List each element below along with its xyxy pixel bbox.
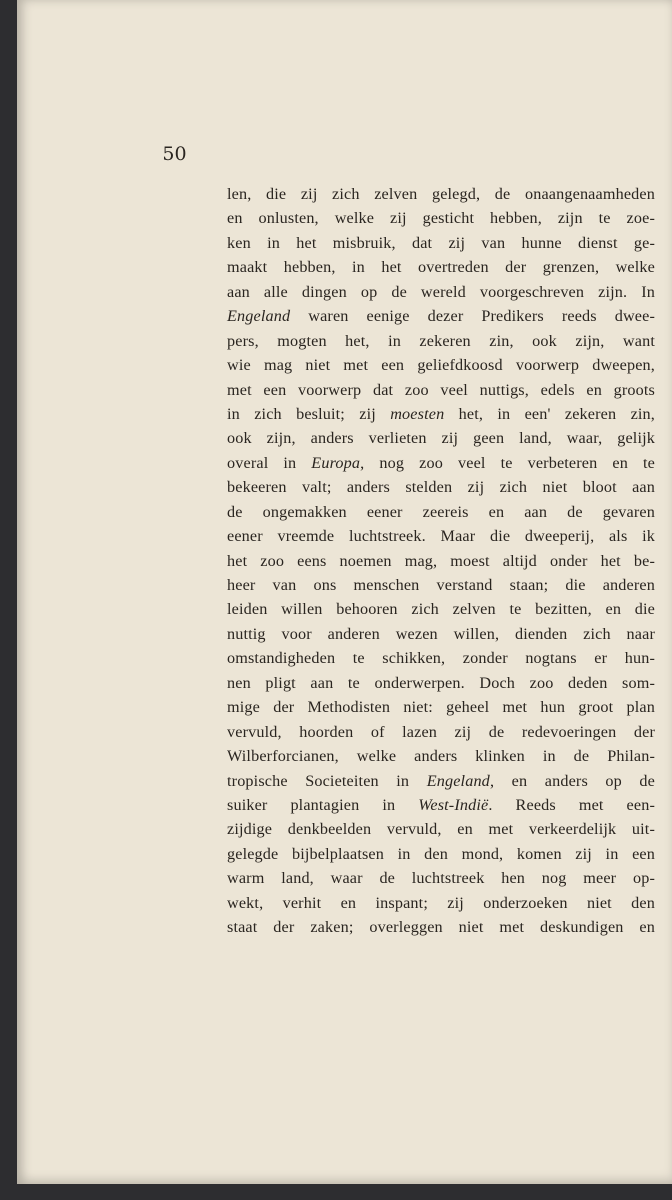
text-line <box>227 500 655 524</box>
italic-text: moesten <box>390 404 445 423</box>
text-line <box>227 769 655 793</box>
text-run: pers, mogten het, in zekeren zin, ook zijn, want <box>227 331 655 350</box>
text-run: warm land, waar de luchtstreek hen nog meer op- <box>227 869 655 888</box>
text-line <box>227 646 655 670</box>
text-run: de ongemakken eener zeereis en aan de gevaren <box>227 502 655 521</box>
text-run: en onlusten, welke zij gesticht hebben, zijn te zoe- <box>227 209 655 228</box>
text-run: maakt hebben, in het overtreden der grenzen, welke <box>227 258 655 277</box>
text-run: aan alle dingen op de wereld voorgeschreven zijn. In <box>227 282 655 301</box>
text-line <box>227 524 655 548</box>
text-line <box>227 402 655 426</box>
text-line <box>227 842 655 866</box>
text-run: ook zijn, anders verlieten zij geen land, waar, gelijk <box>227 429 655 448</box>
text-run: staat der zaken; overleggen niet met deskundigen en <box>227 918 655 937</box>
text-line <box>227 304 655 328</box>
text-line <box>227 451 655 475</box>
italic-text: Engeland <box>426 771 490 790</box>
text-run: het zoo eens noemen mag, moest altijd onder het be- <box>227 551 655 570</box>
body-text <box>227 182 655 940</box>
text-run: waren eenige dezer Predikers reeds dwee- <box>290 307 655 326</box>
text-run: zijdige denkbeelden vervuld, en met verkeerdelijk uit- <box>227 820 655 839</box>
page-number-text: 50 <box>162 143 187 165</box>
text-line <box>227 426 655 450</box>
text-run: tropische Societeiten in <box>227 771 427 790</box>
text-run: nuttig voor anderen wezen willen, dienden zich naar <box>227 624 655 643</box>
text-run: , nog zoo veel te verbeteren en te <box>360 453 655 472</box>
text-run: , en anders op de <box>489 771 655 790</box>
text-line <box>227 280 655 304</box>
text-run: bekeeren valt; anders stelden zij zich niet bloot aan <box>227 478 655 497</box>
italic-text: West-Indië <box>418 795 489 814</box>
text-line <box>227 891 655 915</box>
text-run: vervuld, hoorden of lazen zij de redevoeringen der <box>227 722 655 741</box>
italic-text: Engeland <box>227 307 291 326</box>
text-run: eener vreemde luchtstreek. Maar die dweeperij, als ik <box>227 527 655 546</box>
text-line <box>227 573 655 597</box>
text-line <box>227 206 655 230</box>
text-line <box>227 378 655 402</box>
text-line <box>227 744 655 768</box>
text-line <box>227 597 655 621</box>
text-run: omstandigheden te schikken, zonder nogtans er hun- <box>227 649 655 668</box>
page-number <box>17 143 672 165</box>
text-line <box>227 549 655 573</box>
text-run: met een voorwerp dat zoo veel nuttigs, edels en groots <box>227 380 655 399</box>
text-run: wie mag niet met een geliefdkoosd voorwerp dweepen, <box>227 356 655 375</box>
text-line <box>227 622 655 646</box>
text-run: gelegde bijbelplaatsen in den mond, komen zij in een <box>227 844 655 863</box>
text-line <box>227 866 655 890</box>
text-run: suiker plantagien in <box>227 795 419 814</box>
text-line <box>227 255 655 279</box>
text-run: . Reeds met een- <box>488 795 655 814</box>
text-line <box>227 329 655 353</box>
text-line <box>227 915 655 939</box>
text-run: overal in <box>227 453 312 472</box>
text-run: in zich besluit; zij <box>227 404 391 423</box>
text-line <box>227 695 655 719</box>
text-run: nen pligt aan te onderwerpen. Doch zoo deden som- <box>227 673 655 692</box>
book-page <box>17 0 672 1184</box>
text-line <box>227 353 655 377</box>
text-run: Wilberforcianen, welke anders klinken in de Philan- <box>227 747 655 766</box>
text-line <box>227 817 655 841</box>
text-run: len, die zij zich zelven gelegd, de onaangenaamheden <box>227 185 655 203</box>
text-line <box>227 231 655 255</box>
text-run: heer van ons menschen verstand staan; die anderen <box>227 576 655 594</box>
text-run: leiden willen behooren zich zelven te bezitten, en die <box>227 600 655 619</box>
text-line <box>227 720 655 744</box>
text-run: het, in een' zekeren zin, <box>444 404 655 423</box>
text-run: wekt, verhit en inspant; zij onderzoeken niet den <box>227 893 655 912</box>
italic-text: Europa <box>311 453 361 472</box>
text-line <box>227 182 655 206</box>
text-line <box>227 475 655 499</box>
text-run: ken in het misbruik, dat zij van hunne dienst ge- <box>227 233 655 252</box>
text-line <box>227 793 655 817</box>
text-run: mige der Methodisten niet: geheel met hun groot plan <box>227 698 655 717</box>
text-line <box>227 671 655 695</box>
